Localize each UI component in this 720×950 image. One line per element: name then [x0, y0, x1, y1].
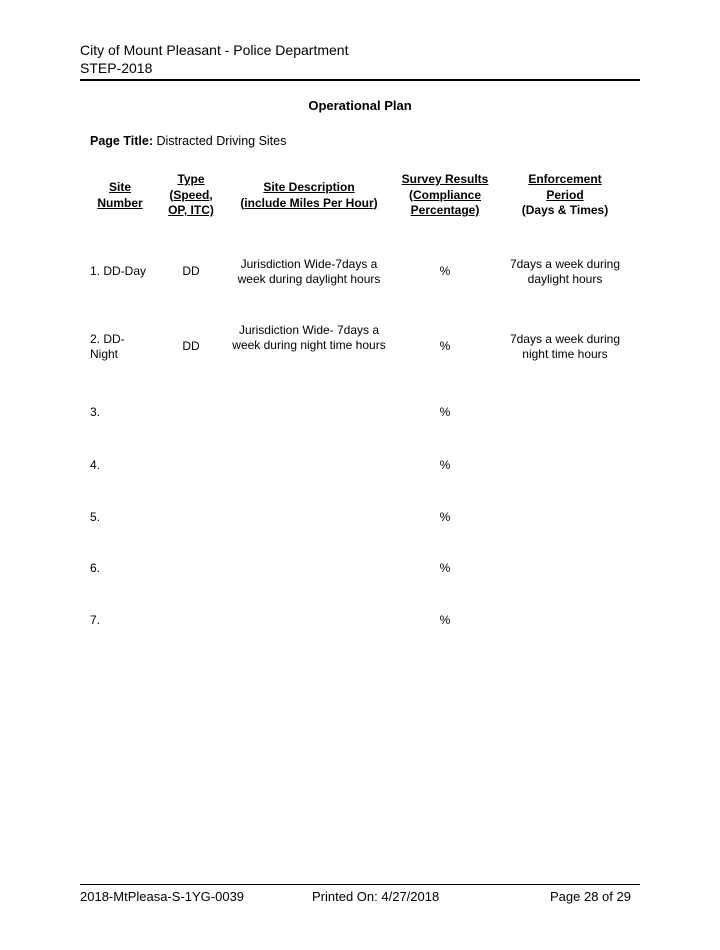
survey-results-cell: % [439, 613, 451, 627]
site-number-cell: 1. DD-Day [90, 264, 147, 278]
column-header-line: Period [546, 187, 584, 202]
column-header-line: (Speed, [169, 187, 213, 202]
site-number-cell: 6. [90, 561, 101, 575]
survey-results-cell: % [439, 458, 451, 472]
site-number-cell: 3. [90, 405, 101, 419]
footer-divider [80, 884, 640, 885]
site-number-cell: 4. [90, 458, 101, 472]
column-header-line: (Days & Times) [521, 203, 609, 217]
site-number-cell: 5. [90, 510, 101, 524]
survey-results-cell: % [439, 561, 451, 575]
column-header-line: (include Miles Per Hour) [240, 195, 378, 210]
column-header-survey-results [392, 172, 498, 219]
column-header-line: Type [177, 172, 205, 186]
column-header-line: OP, ITC) [168, 203, 214, 217]
type-cell: DD [182, 339, 200, 353]
column-header-line: Enforcement [528, 172, 602, 186]
footer-document-id: 2018-MtPleasa-S-1YG-0039 [80, 889, 245, 904]
survey-results-cell: % [439, 405, 451, 419]
enforcement-period-cell: 7days a week during daylight hours [509, 257, 621, 286]
site-description-cell: Jurisdiction Wide- 7days a week during night time hours [232, 323, 386, 352]
survey-results-cell: % [439, 510, 451, 524]
survey-results-cell: % [439, 339, 451, 353]
type-cell: DD [182, 264, 200, 278]
survey-results-cell: % [439, 264, 451, 278]
enforcement-period-cell: 7days a week during night time hours [509, 332, 621, 361]
page-title-value: Distracted Driving Sites [152, 134, 287, 148]
column-header-line: (Compliance [408, 187, 481, 202]
footer-page-number: Page 28 of 29 [550, 889, 631, 904]
page-title-label: Page Title: [90, 134, 153, 148]
column-header-line: Site Description [263, 180, 355, 194]
column-header-site-description [226, 180, 392, 211]
header-program: STEP-2018 [80, 60, 153, 76]
footer-printed-date: Printed On: 4/27/2018 [312, 889, 440, 904]
column-header-line: Percentage) [410, 203, 480, 217]
document-title: Operational Plan [308, 98, 412, 113]
site-number-cell: 2. DD-Night [90, 332, 125, 361]
column-header-line: Site [108, 180, 131, 194]
column-header-type [160, 172, 222, 219]
site-description-cell: Jurisdiction Wide-7days a week during daylight hours [237, 257, 381, 286]
column-header-line: Survey Results [401, 172, 489, 186]
header-organization: City of Mount Pleasant - Police Department [80, 42, 349, 58]
column-header-enforcement-period [500, 172, 630, 219]
header-divider [80, 79, 640, 81]
site-number-cell: 7. [90, 613, 101, 627]
page-title-line [90, 134, 286, 148]
column-header-line: Number [97, 195, 143, 210]
column-header-site-number [82, 180, 158, 211]
